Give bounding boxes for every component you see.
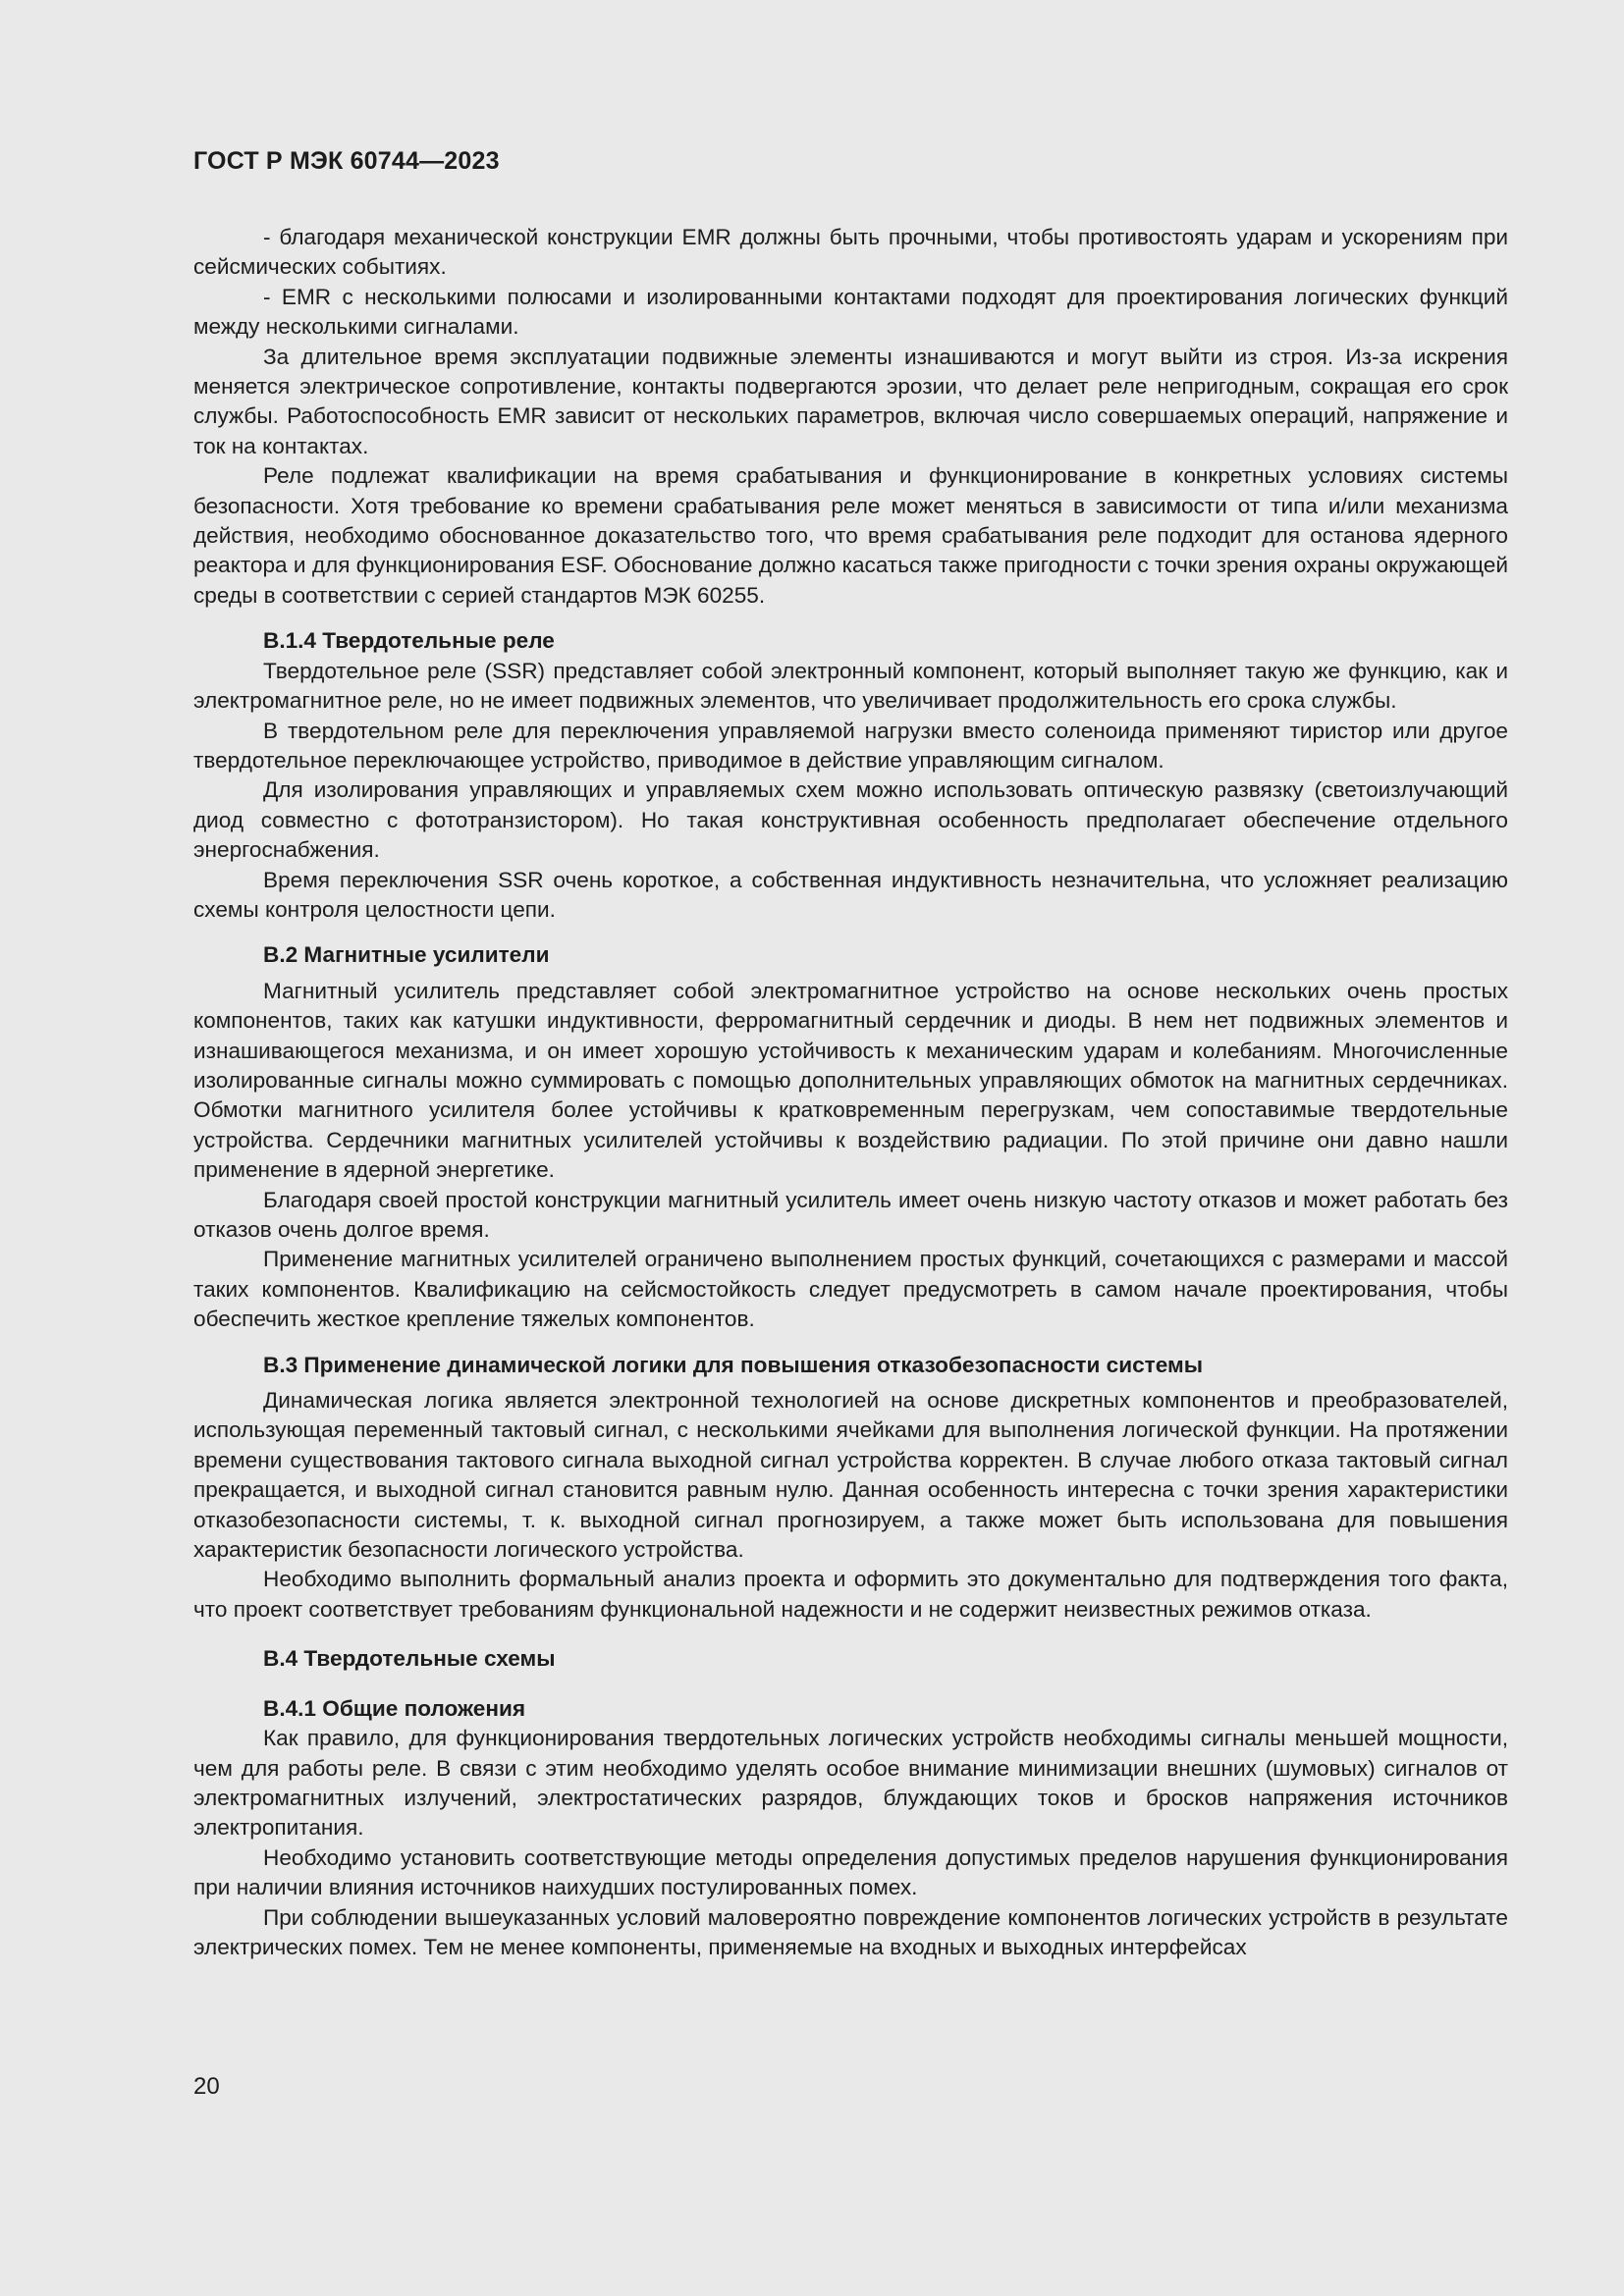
- heading-b-1-4: В.1.4 Твердотельные реле: [263, 628, 555, 654]
- heading-b-4: В.4 Твердотельные схемы: [263, 1646, 556, 1672]
- paragraph-relay-qualification: Реле подлежат квалификации на время срабатывания и функционирование в конкретных условиях системы безопасности. Хотя требование ко времени срабатывания реле может меняться в зависимости от типа и/или механизма действия, необходимо обоснованное доказательство того, что время срабатывания реле подходит для останова ядерного реактора и для функционирования ESF. Обоснование должно касаться также пригодности с точки зрения охраны окружающей среды в соответствии с серией стандартов МЭК 60255.: [193, 463, 1508, 608]
- paragraph-ssr-switching-time: Время переключения SSR очень короткое, а собственная индуктивность незначительна, что усложняет реализацию схемы контроля целостности цепи.: [193, 867, 1508, 922]
- paragraph-ssr-optical-isolation: Для изолирования управляющих и управляемых схем можно использовать оптическую развязку (светоизлучающий диод совместно с фототранзистором). Но такая конструктивная особенность предполагает обеспечение отдельного энергоснабжения.: [193, 777, 1508, 863]
- paragraph-ssr-thyristor: В твердотельном реле для переключения управляемой нагрузки вместо соленоида применяют тиристор или другое твердотельное переключающее устройство, приводимое в действие управляющим сигналом.: [193, 718, 1508, 773]
- paragraph-emr-multipole: - EMR с несколькими полюсами и изолированными контактами подходят для проектирования логических функций между несколькими сигналами.: [193, 284, 1508, 340]
- paragraph-dynamic-logic: Динамическая логика является электронной технологией на основе дискретных компонентов и преобразователей, использующая переменный тактовый сигнал, с несколькими ячейками для выполнения логической функции. На протяжении времени существования тактового сигнала выходной сигнал устройства корректен. В случае любого отказа тактовый сигнал прекращается, и выходной сигнал становится равным нулю. Данная особенность интересна с точки зрения характеристики отказобезопасности системы, т. к. выходной сигнал прогнозируем, а также может быть использована для повышения характеристик безопасности логического устройства.: [193, 1388, 1508, 1563]
- document-body: [193, 223, 1508, 1962]
- paragraph-formal-analysis: Необходимо выполнить формальный анализ проекта и оформить это документально для подтверждения того факта, что проект соответствует требованиям функциональной надежности и не содержит неизвестных режимов отказа.: [193, 1567, 1508, 1622]
- paragraph-magnetic-amplifier-reliability: Благодаря своей простой конструкции магнитный усилитель имеет очень низкую частоту отказов и может работать без отказов очень долгое время.: [193, 1187, 1508, 1242]
- heading-b-4-1: В.4.1 Общие положения: [263, 1695, 526, 1721]
- paragraph-solid-state-general: Как правило, для функционирования твердотельных логических устройств необходимы сигналы меньшей мощности, чем для работы реле. В связи с этим необходимо уделять особое внимание минимизации внешних (шумовых) сигналов от электромагнитных излучений, электростатических разрядов, блуждающих токов и бросков напряжения источников электропитания.: [193, 1726, 1508, 1841]
- paragraph-magnetic-amplifier-limits: Применение магнитных усилителей ограничено выполнением простых функций, сочетающихся с размерами и массой таких компонентов. Квалификацию на сейсмостойкость следует предусмотреть в самом начале проектирования, чтобы обеспечить жесткое крепление тяжелых компонентов.: [193, 1247, 1508, 1332]
- paragraph-interference-limits: Необходимо установить соответствующие методы определения допустимых пределов нарушения функционирования при наличии влияния источников наихудших постулированных помех.: [193, 1844, 1508, 1900]
- paragraph-component-damage: При соблюдении вышеуказанных условий маловероятно повреждение компонентов логических устройств в результате электрических помех. Тем не менее компоненты, применяемые на входных и выходных интерфейсах: [193, 1904, 1508, 1959]
- heading-b-3: В.3 Применение динамической логики для повышения отказобезопасности системы: [263, 1352, 1204, 1377]
- document-header: ГОСТ Р МЭК 60744—2023: [193, 147, 500, 175]
- paragraph-ssr-definition: Твердотельное реле (SSR) представляет собой электронный компонент, который выполняет такую же функцию, как и электромагнитное реле, но не имеет подвижных элементов, что увеличивает продолжительность его срока службы.: [193, 658, 1508, 714]
- paragraph-emr-wear: За длительное время эксплуатации подвижные элементы изнашиваются и могут выйти из строя. Из-за искрения меняется электрическое сопротивление, контакты подвергаются эрозии, что делает реле непригодным, сокращая его срок службы. Работоспособность EMR зависит от нескольких параметров, включая число совершаемых операций, напряжение и ток на контактах.: [193, 344, 1508, 458]
- page-number: 20: [193, 2073, 220, 2100]
- heading-b-2: В.2 Магнитные усилители: [263, 942, 550, 968]
- paragraph-magnetic-amplifier: Магнитный усилитель представляет собой электромагнитное устройство на основе нескольких очень простых компонентов, таких как катушки индуктивности, ферромагнитный сердечник и диоды. В нем нет подвижных элементов и изнашивающегося механизма, и он имеет хорошую устойчивость к механическим ударам и колебаниям. Многочисленные изолированные сигналы можно суммировать с помощью дополнительных управляющих обмоток на магнитных сердечниках. Обмотки магнитного усилителя более устойчивы к кратковременным перегрузкам, чем сопоставимые твердотельные устройства. Сердечники магнитных усилителей устойчивы к воздействию радиации. По этой причине они давно нашли применение в ядерной энергетике.: [193, 978, 1508, 1183]
- paragraph-emr-strength: - благодаря механической конструкции EMR должны быть прочными, чтобы противостоять ударам и ускорениям при сейсмических событиях.: [193, 225, 1508, 280]
